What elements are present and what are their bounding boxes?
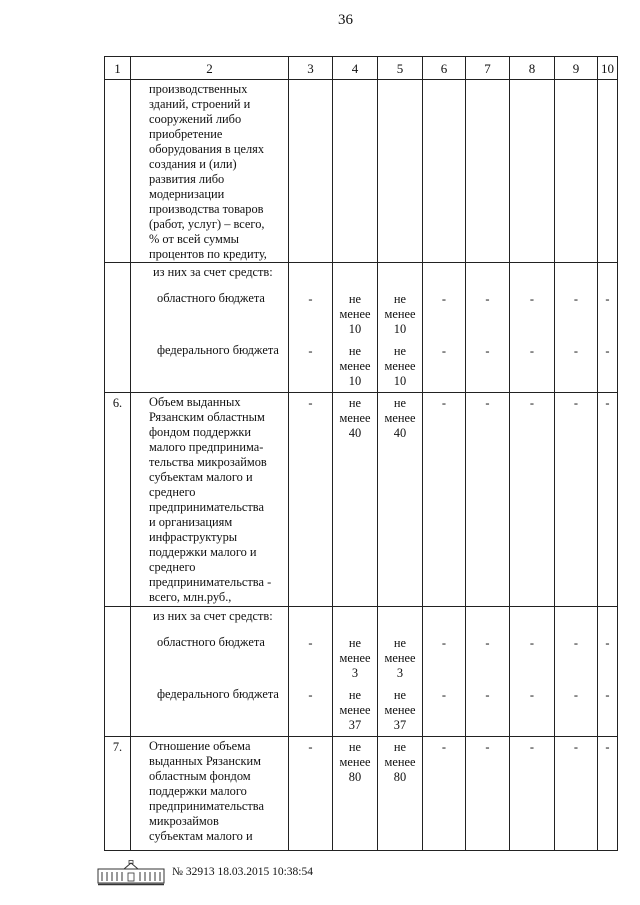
page-number: 36 bbox=[338, 12, 353, 28]
table-row: 6. Объем выданных Рязанским областным фондом поддержки малого предпринима- тельства микрозаймов субъектам малого и среднего предпринимательства и организациям инфраструктуры поддержки малого и среднего предпринимательства - всего, млн.руб., - не менее 40 не менее 40 - - - - - bbox=[105, 393, 618, 607]
value-cell: не менее 10 bbox=[333, 289, 378, 341]
value-cell: не менее 80 bbox=[333, 737, 378, 851]
header-col-1: 1 bbox=[105, 57, 131, 80]
federal-budget-label: федерального бюджета bbox=[131, 341, 289, 393]
from-label: из них за счет средств: bbox=[131, 607, 289, 633]
value-cell: не менее 10 bbox=[333, 341, 378, 393]
value-cell: не менее 37 bbox=[333, 685, 378, 737]
from-label: из них за счет средств: bbox=[131, 263, 289, 289]
header-col-6: 6 bbox=[423, 57, 466, 80]
header-col-9: 9 bbox=[555, 57, 598, 80]
value-cell: не менее 40 bbox=[333, 393, 378, 607]
header-col-2: 2 bbox=[131, 57, 289, 80]
government-building-icon bbox=[96, 860, 166, 886]
indicator-name: производственных зданий, строений и сооружений либо приобретение оборудования в целях создания и (или) развития либо модернизации производства товаров (работ, услуг) – всего, % от всей суммы процентов по кредиту, bbox=[131, 80, 289, 263]
indicators-table bbox=[104, 56, 618, 851]
header-row bbox=[105, 57, 618, 80]
header-col-10: 10 bbox=[598, 57, 618, 80]
table-row: 7. Отношение объема выданных Рязанским областным фондом поддержки малого предпринимательства микрозаймов субъектам малого и - не менее 80 не менее 80 - - - - - bbox=[105, 737, 618, 851]
value-cell: не менее 10 bbox=[378, 341, 423, 393]
table-row: областного бюджета - не менее 3 не менее 3 - - - - - bbox=[105, 633, 618, 685]
row-number: 7. bbox=[105, 737, 131, 851]
header-col-7: 7 bbox=[466, 57, 510, 80]
table-row bbox=[105, 607, 618, 633]
header-col-4: 4 bbox=[333, 57, 378, 80]
value-cell: не менее 40 bbox=[378, 393, 423, 607]
value-cell: не менее 3 bbox=[333, 633, 378, 685]
value-cell: не менее 10 bbox=[378, 289, 423, 341]
value-cell: не менее 3 bbox=[378, 633, 423, 685]
registration-stamp: № 32913 18.03.2015 10:38:54 bbox=[172, 866, 313, 878]
regional-budget-label: областного бюджета bbox=[131, 633, 289, 685]
value-cell: не менее 37 bbox=[378, 685, 423, 737]
header-col-8: 8 bbox=[510, 57, 555, 80]
header-col-3: 3 bbox=[289, 57, 333, 80]
table-row: федерального бюджета - не менее 10 не менее 10 - - - - - bbox=[105, 341, 618, 393]
table-row bbox=[105, 263, 618, 289]
document-footer bbox=[96, 860, 456, 888]
regional-budget-label: областного бюджета bbox=[131, 289, 289, 341]
header-col-5: 5 bbox=[378, 57, 423, 80]
table-row bbox=[105, 80, 618, 263]
row-number: 6. bbox=[105, 393, 131, 607]
federal-budget-label: федерального бюджета bbox=[131, 685, 289, 737]
table-row: федерального бюджета - не менее 37 не менее 37 - - - - - bbox=[105, 685, 618, 737]
indicator-name: Отношение объема выданных Рязанским областным фондом поддержки малого предпринимательства микрозаймов субъектам малого и bbox=[131, 737, 289, 851]
table-row: областного бюджета - не менее 10 не менее 10 - - - - - bbox=[105, 289, 618, 341]
value-cell: не менее 80 bbox=[378, 737, 423, 851]
indicator-name: Объем выданных Рязанским областным фондом поддержки малого предпринима- тельства микрозаймов субъектам малого и среднего предпринимательства и организациям инфраструктуры поддержки малого и среднего предпринимательства - всего, млн.руб., bbox=[131, 393, 289, 607]
